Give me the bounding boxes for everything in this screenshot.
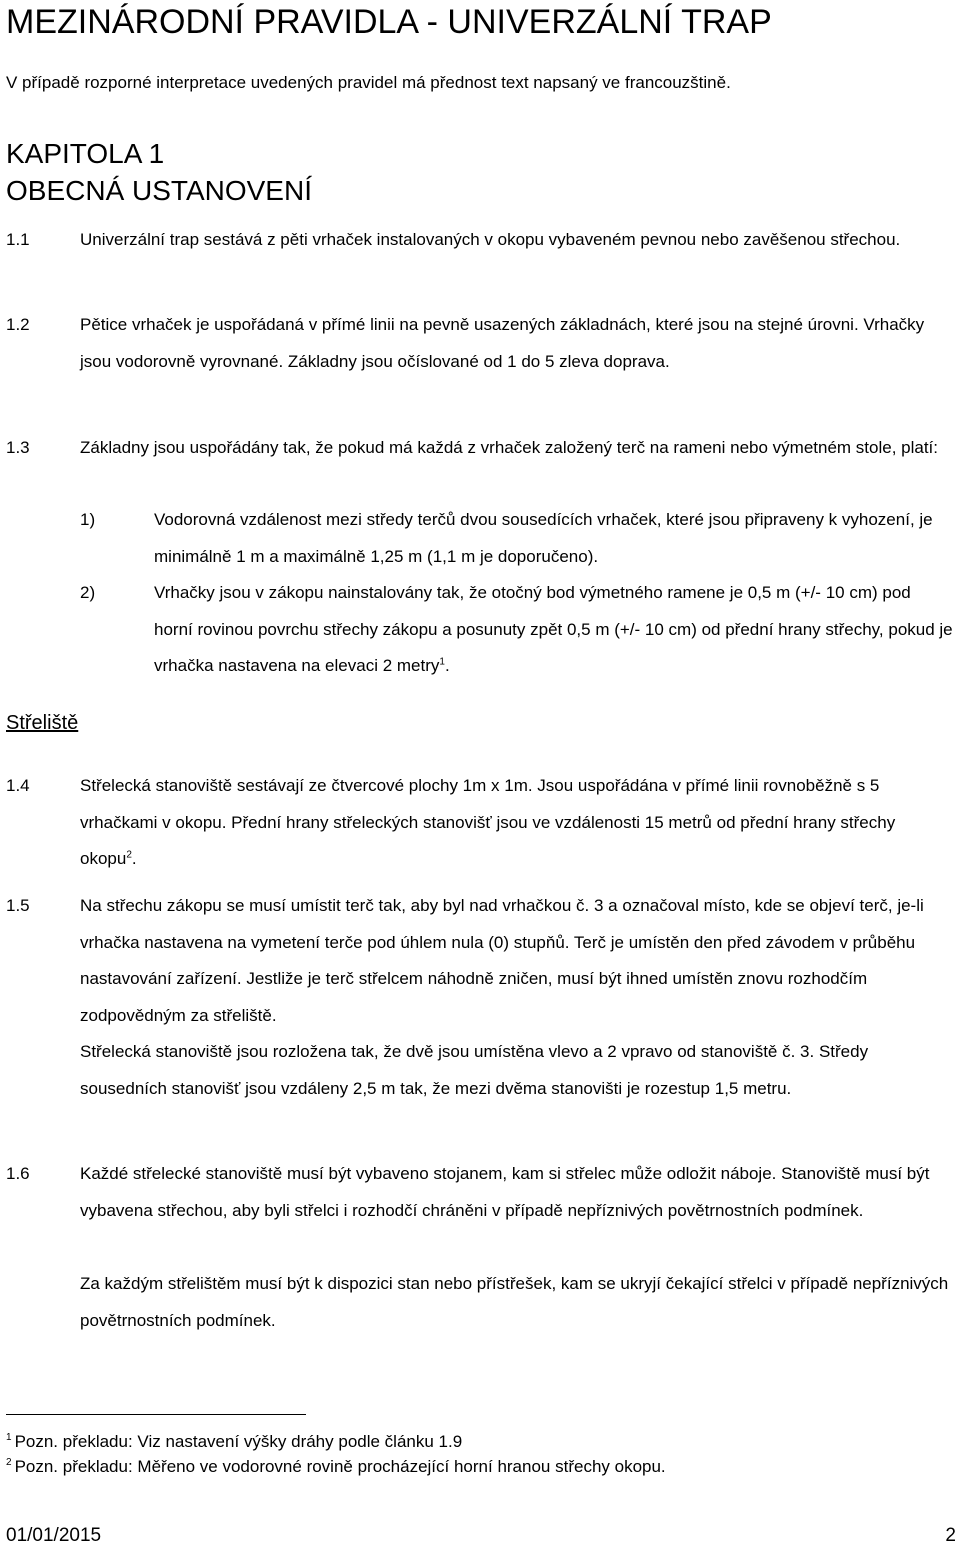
rule-number: 1.1 [6,230,30,249]
rule-text: Střelecká stanoviště sestávají ze čtvercové plochy 1m x 1m. Jsou uspořádána v přímé linii rovnoběžně s 5 vrhačkami v okopu. Přední hrany střeleckých stanovišť jsou ve vzdálenosti 15 metrů od přední hrany střechy okopu$^2$. [80,776,896,869]
page-number: 2 [945,1525,956,1546]
rule-number: 1.4 [6,776,30,795]
footnote: $^1$ Pozn. překladu: Viz nastavení výšky dráhy podle článku 1.9 [6,1432,463,1451]
list-item-text: Vrhačky jsou v zákopu nainstalovány tak, že otočný bod výmetného ramene je 0,5 m (+/- 10 cm) pod horní rovinou povrchu střechy zákopu a posunuty zpět 0,5 m (+/- 10 cm) od přední hrany střechy, pokud je vrhačka nastavena na elevaci 2 metry$^1$. [154,583,953,676]
footnote-ref: 2 [126,849,132,861]
rule-number: 1.2 [6,315,30,334]
language-note: V případě rozporné interpretace uvedených pravidel má přednost text napsaný ve francouzštině. [6,73,731,92]
rule-text: Základny jsou uspořádány tak, že pokud má každá z vrhaček založený terč na rameni nebo výmetném stole, platí: [80,438,939,457]
rule-text-continued: Střelecká stanoviště jsou rozložena tak, že dvě jsou umístěna vlevo a 2 vpravo od stanoviště č. 3. Středy sousedních stanovišť jsou vzdáleny 2,5 m tak, že mezi dvěma stanovišti je rozestup 1,5 metru. [80,1042,869,1098]
list-item-text: Vodorovná vzdálenost mezi středy terčů dvou sousedících vrhaček, které jsou připraveny k vyhození, je minimálně 1 m a maximálně 1,25 m (1,1 m je doporučeno). [154,510,933,566]
footnote: $^2$ Pozn. překladu: Měřeno ve vodorovné rovině procházející horní hranou střechy okopu. [6,1457,666,1476]
chapter-name: OBECNÁ USTANOVENÍ [6,175,312,206]
list-item-number: 2) [80,583,96,602]
list-item-number: 1) [80,510,96,529]
document-title: MEZINÁRODNÍ PRAVIDLA - UNIVERZÁLNÍ TRAP [6,3,772,41]
rule-text: Každé střelecké stanoviště musí být vybaveno stojanem, kam si střelec může odložit náboje. Stanoviště musí být vybavena střechou, aby byli střelci i rozhodčí chráněni v případě nepříznivých povětrnostních podmínek. [80,1164,930,1220]
rule-number: 1.5 [6,896,30,915]
chapter-number: KAPITOLA 1 [6,138,165,169]
section-heading: Střeliště [6,712,79,734]
footnote-divider [6,1414,306,1415]
rule-text-continued: Za každým střelištěm musí být k dispozici stan nebo přístřešek, kam se ukryjí čekající střelci v případě nepříznivých povětrnostních podmínek. [80,1274,949,1330]
rule-text: Pětice vrhaček je uspořádaná v přímé linii na pevně usazených základnách, které jsou na stejné úrovni. Vrhačky jsou vodorovně vyrovnané. Základny jsou očíslované od 1 do 5 zleva doprava. [80,315,925,371]
footer-date: 01/01/2015 [6,1525,102,1546]
rule-number: 1.3 [6,438,30,457]
rule-text: Univerzální trap sestává z pěti vrhaček instalovaných v okopu vybaveném pevnou nebo zavěšenou střechou. [80,230,901,249]
rule-number: 1.6 [6,1164,30,1183]
footnote-ref: 1 [439,656,445,668]
rule-text: Na střechu zákopu se musí umístit terč tak, aby byl nad vrhačkou č. 3 a označoval místo, kde se objeví terč, je-li vrhačka nastavena na vymetení terče pod úhlem nula (0) stupňů. Terč je umístěn den před závodem v průběhu nastavování zařízení. Jestliže je terč střelcem náhodně zničen, musí být ihned umístěn znovu rozhodčím zodpovědným za střeliště. [80,896,924,1025]
